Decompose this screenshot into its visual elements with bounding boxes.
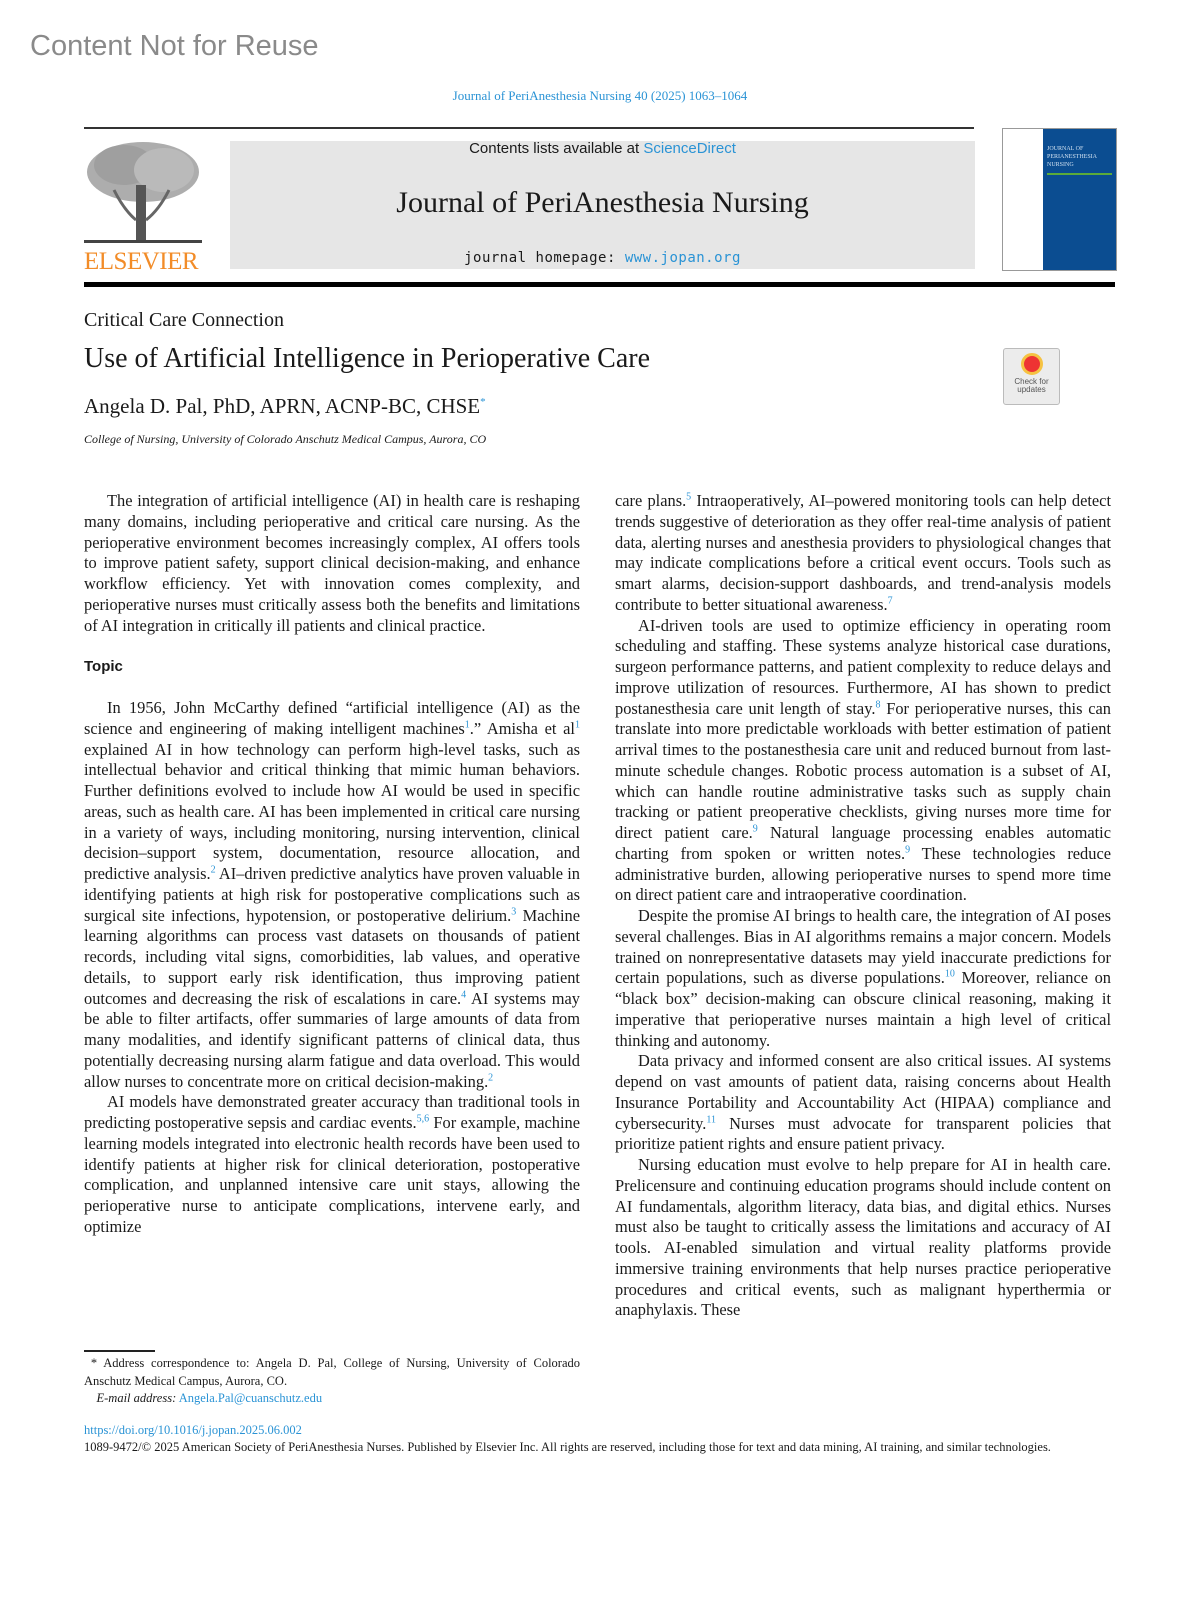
cover-title: JOURNAL OF PERIANESTHESIA NURSING xyxy=(1047,146,1097,168)
paragraph-text: Moreover, reliance on “black box” decision-making can obscure clinical reasoning, making it imperative that perioperative nurses maintain a high level of critical thinking and autonomy. xyxy=(615,968,1111,1050)
paragraph-text: care plans. xyxy=(615,491,687,510)
publisher-name: ELSEVIER xyxy=(84,248,199,275)
journal-homepage xyxy=(230,250,975,266)
footnote-mark: * xyxy=(90,1356,98,1370)
contents-available xyxy=(230,141,975,157)
paragraph xyxy=(84,1092,580,1237)
email-link[interactable]: Angela.Pal@cuanschutz.edu xyxy=(178,1391,323,1405)
cover-bar xyxy=(1047,173,1112,175)
reference-link[interactable]: 11 xyxy=(706,1114,716,1126)
section-label: Critical Care Connection xyxy=(84,309,284,331)
email-label: E-mail address: xyxy=(96,1391,177,1405)
paragraph xyxy=(615,616,1111,907)
doi-link[interactable]: https://doi.org/10.1016/j.jopan.2025.06.002 xyxy=(84,1423,302,1437)
paragraph-text: The integration of artificial intelligence (AI) in health care is reshaping many domains, including perioperative and critical care nursing. As the perioperative environment becomes increasingly complex, AI offers tools to improve patient safety, support clinical decision-making, and enhance workflow efficiency. Yet with innovation comes complexity, and perioperative nurses must critically assess both the benefits and limitations of AI integration in critically ill patients and clinical practice. xyxy=(84,491,580,635)
article-title: Use of Artificial Intelligence in Perioperative Care xyxy=(84,343,651,374)
reference-link[interactable]: 2 xyxy=(210,864,216,876)
journal-cover-image xyxy=(1002,128,1117,271)
cover-panel xyxy=(1043,129,1116,270)
copyright-notice: 1089-9472/© 2025 American Society of PeriAnesthesia Nurses. Published by Elsevier Inc. All rights are reserved, including those for text and data mining, AI training, and similar technologies. xyxy=(84,1440,1051,1454)
paragraph-text: Nursing education must evolve to help prepare for AI in health care. Prelicensure and continuing education programs should include content on AI fundamentals, algorithm literacy, data bias, and digital ethics. Nurses must also be taught to critically assess the limitations and accuracy of AI tools. AI-enabled simulation and virtual reality platforms provide immersive training environments that help nurses practice perioperative procedures and critical events, such as malignant hyperthermia or anaphylaxis. These xyxy=(615,1155,1111,1320)
elsevier-tree-icon xyxy=(84,140,202,244)
paragraph-text: Nurses must advocate for transparent policies that prioritize patient rights and ensure patient privacy. xyxy=(615,1113,1111,1154)
footnote-rule xyxy=(84,1350,155,1352)
paragraph-text: For perioperative nurses, this can translate into more predictable workloads with better estimation of patient arrival times to the postanesthesia care unit and reduced burnout from last-minute schedule changes. Robotic process automation is a subset of AI, which can handle routine administrative tasks such as supply chain tracking or patient preoperative checklists, giving nurses more time for direct patient care. xyxy=(615,698,1111,842)
paragraph-text: AI systems may be able to filter artifacts, offer summaries of large amounts of data from many modalities, and identify significant patterns of clinical data, thus potentially decreasing nursing alarm fatigue and data overload. This would allow nurses to concentrate more on critical decision-making. xyxy=(84,988,580,1091)
paragraph-text: Intraoperatively, AI–powered monitoring tools can help detect trends suggestive of deterioration as they offer real-time analysis of patient data, alerting nurses and anesthesia providers to physiological changes that may indicate complications before a critical event occurs. Tools such as smart alarms, decision-support dashboards, and trend-analysis models contribute to better situational awareness. xyxy=(615,491,1112,614)
paragraph-text: AI-driven tools are used to optimize efficiency in operating room scheduling and staffing. These systems analyze historical case durations, surgeon performance patterns, and patient complexity to reduce delays and improve utilization of resources. Furthermore, AI has shown to predict postanesthesia care unit length of stay. xyxy=(615,615,1111,718)
bookmark-icon xyxy=(1021,353,1043,375)
reference-link[interactable]: 1 xyxy=(464,719,470,731)
check-for-updates-button[interactable] xyxy=(1003,348,1060,405)
paragraph-text: Machine learning algorithms can process vast datasets on thousands of patient records, including vital signs, comorbidities, lab values, and operative details, to support early risk identification, thus improving patient outcomes and decreasing the risk of escalations in care. xyxy=(84,905,580,1008)
paragraph-text: explained AI in how technology can perform high-level tasks, such as intellectual behavior and critical thinking that mimic human behaviors. Further definitions evolved to include how AI would be used in specific areas, such as health care. AI has been implemented in critical care nursing in a variety of ways, including monitoring, nursing intervention, clinical decision–support system, documentation, resource allocation, and predictive analysis. xyxy=(84,739,580,883)
paragraph xyxy=(615,1051,1111,1155)
reference-link[interactable]: 8 xyxy=(875,699,881,711)
header-thick-rule xyxy=(84,282,1115,287)
contents-prefix: Contents lists available at xyxy=(469,140,644,157)
reference-link[interactable]: 2 xyxy=(488,1072,494,1084)
journal-title: Journal of PeriAnesthesia Nursing xyxy=(396,186,809,219)
affiliation: College of Nursing, University of Colorado Anschutz Medical Campus, Aurora, CO xyxy=(84,432,487,446)
author-footnote-mark[interactable]: * xyxy=(480,396,486,408)
reference-link[interactable]: 7 xyxy=(887,595,893,607)
watermark-text: Content Not for Reuse xyxy=(30,30,319,62)
paragraph-text: AI models have demonstrated greater accuracy than traditional tools in predicting postoperative sepsis and cardiac events. xyxy=(84,1092,580,1132)
reference-link[interactable]: 4 xyxy=(461,989,467,1001)
reference-link[interactable]: 1 xyxy=(574,719,580,731)
left-column xyxy=(84,491,580,1238)
reference-link[interactable]: 5 xyxy=(686,491,692,503)
paragraph xyxy=(615,491,1111,616)
paragraph-text: For example, machine learning models integrated into electronic health records have been used to identify patients at higher risk for clinical deterioration, postoperative complication, and unplanned intensive care unit stays, allowing the perioperative nurse to anticipate complications, intervene early, and optimize xyxy=(84,1113,581,1236)
header-rule xyxy=(84,127,974,129)
reference-link[interactable]: 9 xyxy=(752,823,758,835)
check-updates-label: Check for updates xyxy=(1014,377,1049,394)
homepage-link[interactable]: www.jopan.org xyxy=(624,250,741,266)
footnote-text: Address correspondence to: Angela D. Pal, College of Nursing, University of Colorado Anschutz Medical Campus, Aurora, CO. xyxy=(84,1356,581,1388)
reference-link[interactable]: 10 xyxy=(944,968,955,980)
homepage-prefix: journal homepage: xyxy=(464,250,625,266)
topic-heading: Topic xyxy=(84,658,123,676)
reference-link[interactable]: 9 xyxy=(905,844,911,856)
right-column xyxy=(615,491,1111,1321)
journal-banner xyxy=(230,141,975,269)
reference-link[interactable]: 5,6 xyxy=(416,1113,430,1125)
paragraph-text: .” Amisha et al xyxy=(469,718,575,738)
correspondence-footnote xyxy=(84,1355,580,1408)
paragraph-text: Data privacy and informed consent are also critical issues. AI systems depend on vast amounts of patient data, raising concerns about Health Insurance Portability and Accountability Act (HIPAA) compliance and cybersecurity. xyxy=(615,1051,1111,1133)
paragraph xyxy=(615,906,1111,1051)
author-line xyxy=(84,394,486,419)
elsevier-logo xyxy=(84,140,202,275)
paragraph xyxy=(84,698,580,1092)
paragraph-text: Despite the promise AI brings to health care, the integration of AI poses several challenges. Bias in AI algorithms remains a major concern. Models trained on nonrepresentative datasets may yield inaccurate predictions for certain populations, such as diverse populations. xyxy=(615,906,1111,988)
paragraph-text: Natural language processing enables automatic charting from spoken or written notes. xyxy=(615,823,1111,863)
paragraph xyxy=(84,491,580,636)
paragraph-text: In 1956, John McCarthy defined “artificial intelligence (AI) as the science and engineering of making intelligent machines xyxy=(84,698,580,738)
reference-link[interactable]: 3 xyxy=(511,906,517,918)
paragraph-text: These technologies reduce administrative burden, allowing perioperative nurses to spend more time on direct patient care and intraoperative coordination. xyxy=(615,843,1111,905)
author-name: Angela D. Pal, PhD, APRN, ACNP-BC, CHSE xyxy=(84,394,481,418)
paragraph xyxy=(615,1155,1111,1321)
paragraph-text: AI–driven predictive analytics have proven valuable in identifying patients at high risk for postoperative complications such as surgical site infections, hypotension, or postoperative delirium. xyxy=(84,864,581,925)
journal-citation-link[interactable]: Journal of PeriAnesthesia Nursing 40 (2025) 1063–1064 xyxy=(452,88,748,103)
sciencedirect-link[interactable]: ScienceDirect xyxy=(643,140,736,157)
